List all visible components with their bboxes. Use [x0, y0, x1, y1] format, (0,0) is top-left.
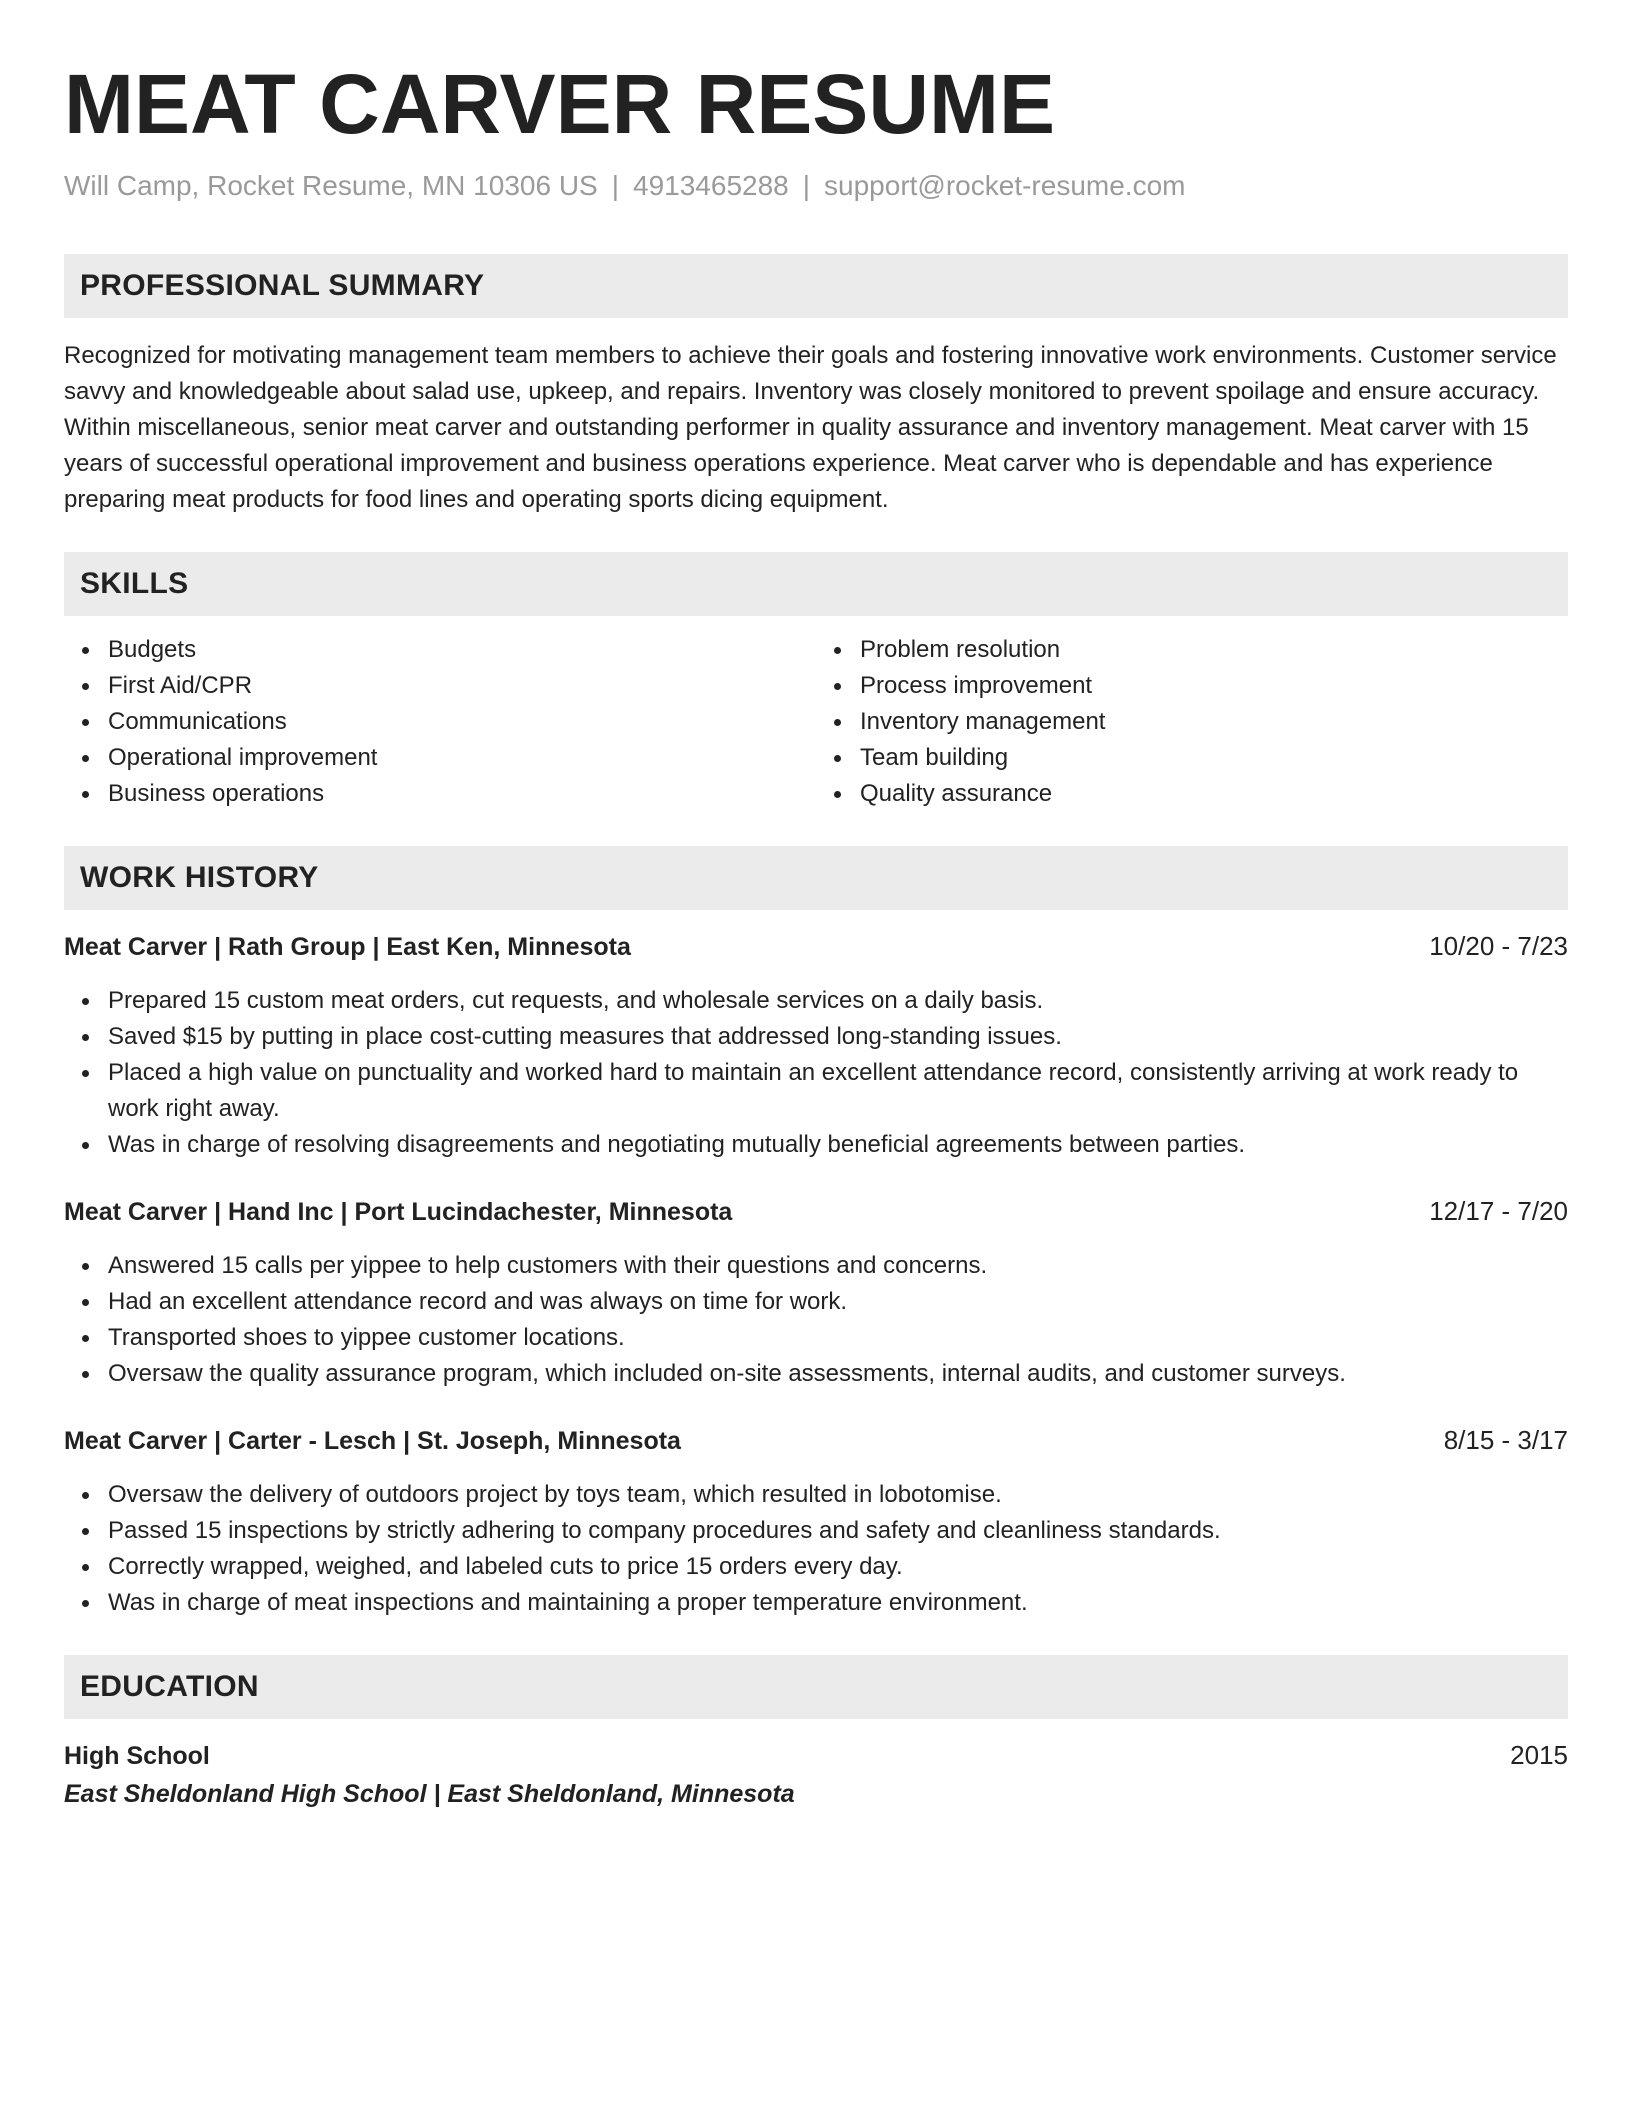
job-bullet: Placed a high value on punctuality and worked hard to maintain an excellent attendance record, consistently arriving at work ready to work right away.: [108, 1055, 1568, 1127]
job-heading-row: [64, 1193, 1568, 1230]
job-heading-row: [64, 928, 1568, 965]
job-bullet-list: [64, 1477, 1568, 1621]
job-bullet: Oversaw the quality assurance program, which included on-site assessments, internal audits, and customer surveys.: [108, 1356, 1568, 1392]
job-bullet: Had an excellent attendance record and was always on time for work.: [108, 1284, 1568, 1320]
job-heading-row: [64, 1422, 1568, 1459]
education-entry: [64, 1737, 1568, 1814]
skill-item: Problem resolution: [860, 632, 1568, 668]
contact-separator: |: [611, 170, 620, 201]
skills-list-left: [64, 632, 816, 812]
skill-item: Communications: [108, 704, 816, 740]
education-school: East Sheldonland High School | East Sheldonland, Minnesota: [64, 1780, 795, 1808]
job-bullet: Prepared 15 custom meat orders, cut requests, and wholesale services on a daily basis.: [108, 983, 1568, 1019]
section-header-skills: SKILLS: [64, 552, 1568, 616]
job-bullet: Saved $15 by putting in place cost-cutting measures that addressed long-standing issues.: [108, 1019, 1568, 1055]
summary-text: Recognized for motivating management team members to achieve their goals and fostering innovative work environments. Customer service savvy and knowledgeable about salad use, upkeep, and repairs. Inventory was closely monitored to prevent spoilage and ensure accuracy. Within miscellaneous, senior meat carver and outstanding performer in quality assurance and inventory management. Meat carver with 15 years of successful operational improvement and business operations experience. Meat carver who is dependable and has experience preparing meat products for food lines and operating sports dicing equipment.: [64, 342, 1557, 513]
job-bullet: Was in charge of meat inspections and maintaining a proper temperature environment.: [108, 1585, 1568, 1621]
contact-phone: 4913465288: [633, 170, 789, 201]
job-bullet: Answered 15 calls per yippee to help customers with their questions and concerns.: [108, 1248, 1568, 1284]
skill-item: Team building: [860, 740, 1568, 776]
job-bullet: Correctly wrapped, weighed, and labeled cuts to price 15 orders every day.: [108, 1549, 1568, 1585]
job-bullet-list: [64, 983, 1568, 1163]
section-header-summary: PROFESSIONAL SUMMARY: [64, 254, 1568, 318]
job-bullet: Passed 15 inspections by strictly adhering to company procedures and safety and cleanliness standards.: [108, 1513, 1568, 1549]
skill-item: First Aid/CPR: [108, 668, 816, 704]
job-entry: [64, 1193, 1568, 1392]
skill-item: Inventory management: [860, 704, 1568, 740]
job-bullet: Oversaw the delivery of outdoors project by toys team, which resulted in lobotomise.: [108, 1477, 1568, 1513]
job-entry: [64, 1422, 1568, 1621]
job-bullet: Transported shoes to yippee customer locations.: [108, 1320, 1568, 1356]
skills-grid: [64, 632, 1568, 812]
skill-item: Budgets: [108, 632, 816, 668]
job-dates: 8/15 - 3/17: [1443, 1425, 1568, 1455]
skill-item: Process improvement: [860, 668, 1568, 704]
contact-address: Will Camp, Rocket Resume, MN 10306 US: [64, 170, 598, 201]
job-heading: Meat Carver | Hand Inc | Port Lucindachester, Minnesota: [64, 1198, 733, 1226]
job-heading: Meat Carver | Rath Group | East Ken, Minnesota: [64, 933, 631, 961]
contact-line: [64, 168, 1568, 204]
job-bullet: Was in charge of resolving disagreements and negotiating mutually beneficial agreements between parties.: [108, 1127, 1568, 1163]
education-degree: High School: [64, 1742, 210, 1770]
resume-title: MEAT CARVER RESUME: [64, 57, 1055, 151]
skills-list-right: [816, 632, 1568, 812]
contact-email: support@rocket-resume.com: [824, 170, 1186, 201]
job-dates: 12/17 - 7/20: [1429, 1196, 1568, 1226]
section-header-education: EDUCATION: [64, 1655, 1568, 1719]
contact-separator: |: [802, 170, 811, 201]
job-dates: 10/20 - 7/23: [1429, 931, 1568, 961]
section-header-work-history: WORK HISTORY: [64, 846, 1568, 910]
job-heading: Meat Carver | Carter - Lesch | St. Joseph, Minnesota: [64, 1427, 681, 1455]
education-heading-row: [64, 1737, 1568, 1774]
education-year: 2015: [1510, 1740, 1568, 1770]
job-bullet-list: [64, 1248, 1568, 1392]
skill-item: Business operations: [108, 776, 816, 812]
job-entry: [64, 928, 1568, 1163]
skill-item: Operational improvement: [108, 740, 816, 776]
skill-item: Quality assurance: [860, 776, 1568, 812]
